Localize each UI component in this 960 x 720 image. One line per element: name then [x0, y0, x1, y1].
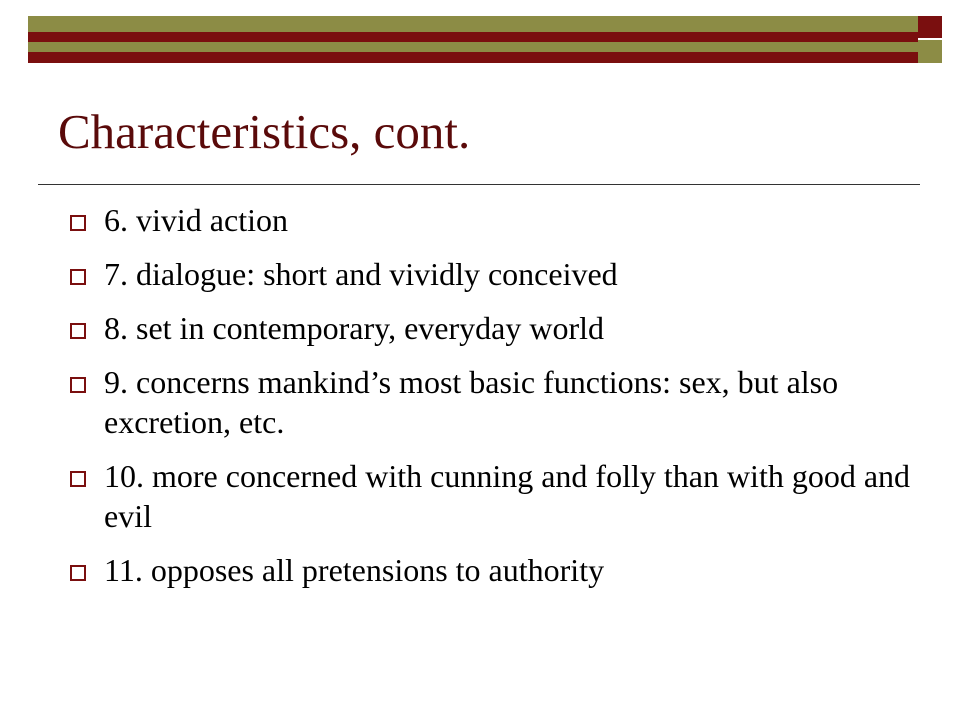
- bullet-item: [70, 308, 930, 348]
- bullet-text: 11. opposes all pretensions to authority: [104, 552, 605, 588]
- bullet-text: 7. dialogue: short and vividly conceived: [104, 256, 618, 292]
- corner-olive-block: [918, 40, 942, 63]
- olive-stripe: [28, 16, 918, 32]
- maroon-stripe: [28, 52, 918, 63]
- hollow-square-bullet-icon: [70, 215, 86, 231]
- olive-stripe: [28, 42, 918, 52]
- bullet-item: [70, 200, 930, 240]
- hollow-square-bullet-icon: [70, 471, 86, 487]
- bullet-item: [70, 362, 930, 442]
- corner-maroon-block: [918, 16, 942, 38]
- bullet-text: 9. concerns mankind’s most basic functions: sex, but also excretion, etc.: [104, 364, 839, 440]
- bullet-list: [70, 200, 930, 604]
- hollow-square-bullet-icon: [70, 377, 86, 393]
- maroon-stripe: [28, 32, 918, 42]
- bullet-item: [70, 550, 930, 590]
- slide-title: Characteristics, cont.: [58, 104, 471, 159]
- bullet-text: 8. set in contemporary, everyday world: [104, 310, 604, 346]
- bullet-item: [70, 254, 930, 294]
- title-divider: [38, 184, 920, 185]
- bullet-text: 6. vivid action: [104, 202, 288, 238]
- bullet-item: [70, 456, 930, 536]
- hollow-square-bullet-icon: [70, 323, 86, 339]
- hollow-square-bullet-icon: [70, 565, 86, 581]
- hollow-square-bullet-icon: [70, 269, 86, 285]
- bullet-text: 10. more concerned with cunning and folly than with good and evil: [104, 458, 911, 534]
- top-stripe-bar: [28, 16, 918, 63]
